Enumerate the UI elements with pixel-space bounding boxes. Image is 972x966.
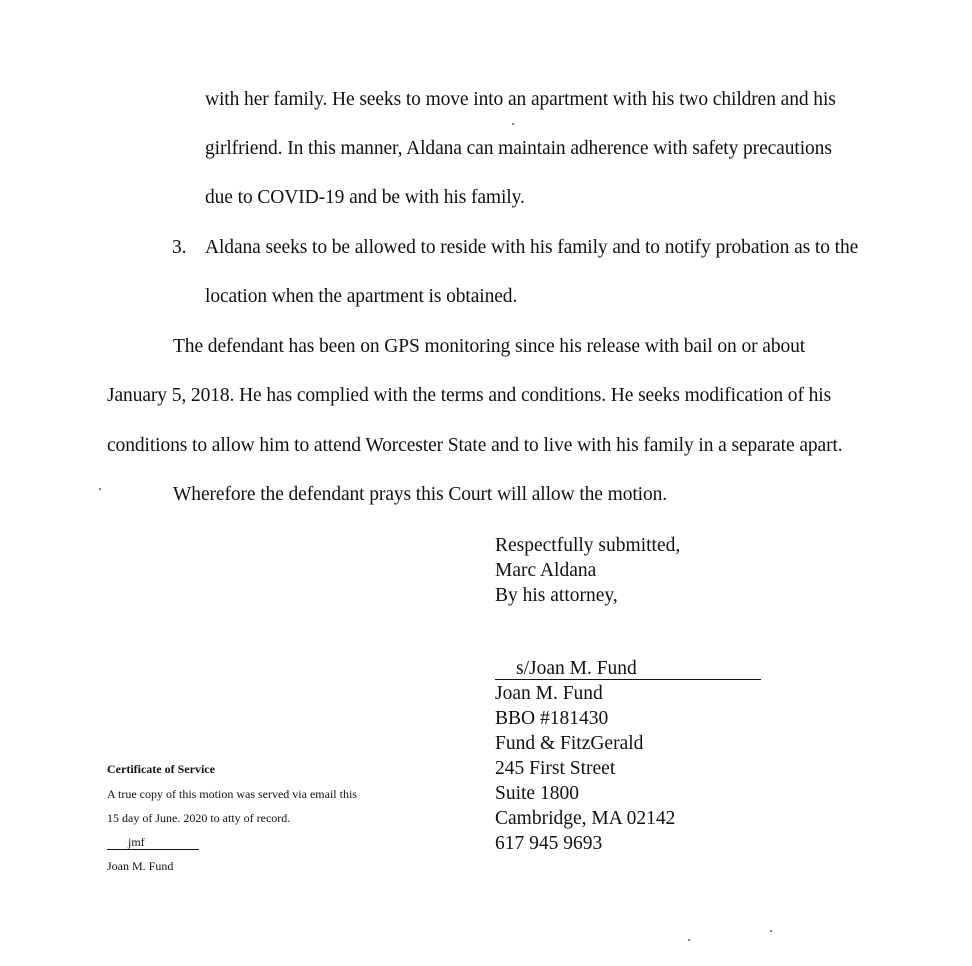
attorney-bbo: BBO #181430 [495, 708, 609, 729]
firm-name: Fund & FitzGerald [495, 733, 644, 754]
scan-speck [688, 939, 690, 941]
body-line: January 5, 2018. He has complied with the terms and conditions. He seeks modification of his [107, 385, 832, 406]
address-city: Cambridge, MA 02142 [495, 808, 676, 829]
signature-rule [495, 679, 761, 680]
attorney-name: Joan M. Fund [495, 683, 603, 704]
prayer-line: Wherefore the defendant prays this Court will allow the motion. [173, 484, 668, 505]
body-line: with her family. He seeks to move into an apartment with his two children and his [205, 89, 836, 110]
scan-speck [512, 123, 514, 125]
scan-speck [99, 488, 101, 490]
certificate-heading: Certificate of Service [107, 762, 215, 776]
body-line: girlfriend. In this manner, Aldana can maintain adherence with safety precautions [205, 138, 832, 159]
closing-line: Respectfully submitted, [495, 535, 681, 556]
body-line: conditions to allow him to attend Worcester State and to live with his family in a separate apart. [107, 435, 843, 456]
body-line: due to COVID-19 and be with his family. [205, 187, 525, 208]
certificate-signature-rule [107, 849, 199, 850]
address-street: 245 First Street [495, 758, 616, 779]
address-suite: Suite 1800 [495, 783, 579, 804]
certificate-name: Joan M. Fund [107, 859, 174, 873]
body-line: The defendant has been on GPS monitoring since his release with bail on or about [173, 336, 806, 357]
certificate-line: 15 day of June. 2020 to atty of record. [107, 811, 291, 825]
body-line: Aldana seeks to be allowed to reside with his family and to notify probation as to the [205, 237, 859, 258]
closing-line: By his attorney, [495, 585, 618, 606]
phone-number: 617 945 9693 [495, 833, 603, 854]
list-number: 3. [172, 237, 187, 258]
certificate-initials: jmf [128, 835, 145, 849]
certificate-line: A true copy of this motion was served via email this [107, 787, 357, 801]
client-name: Marc Aldana [495, 560, 597, 581]
scan-speck [770, 930, 772, 932]
body-line: location when the apartment is obtained. [205, 286, 518, 307]
signature-text: s/Joan M. Fund [516, 658, 637, 679]
